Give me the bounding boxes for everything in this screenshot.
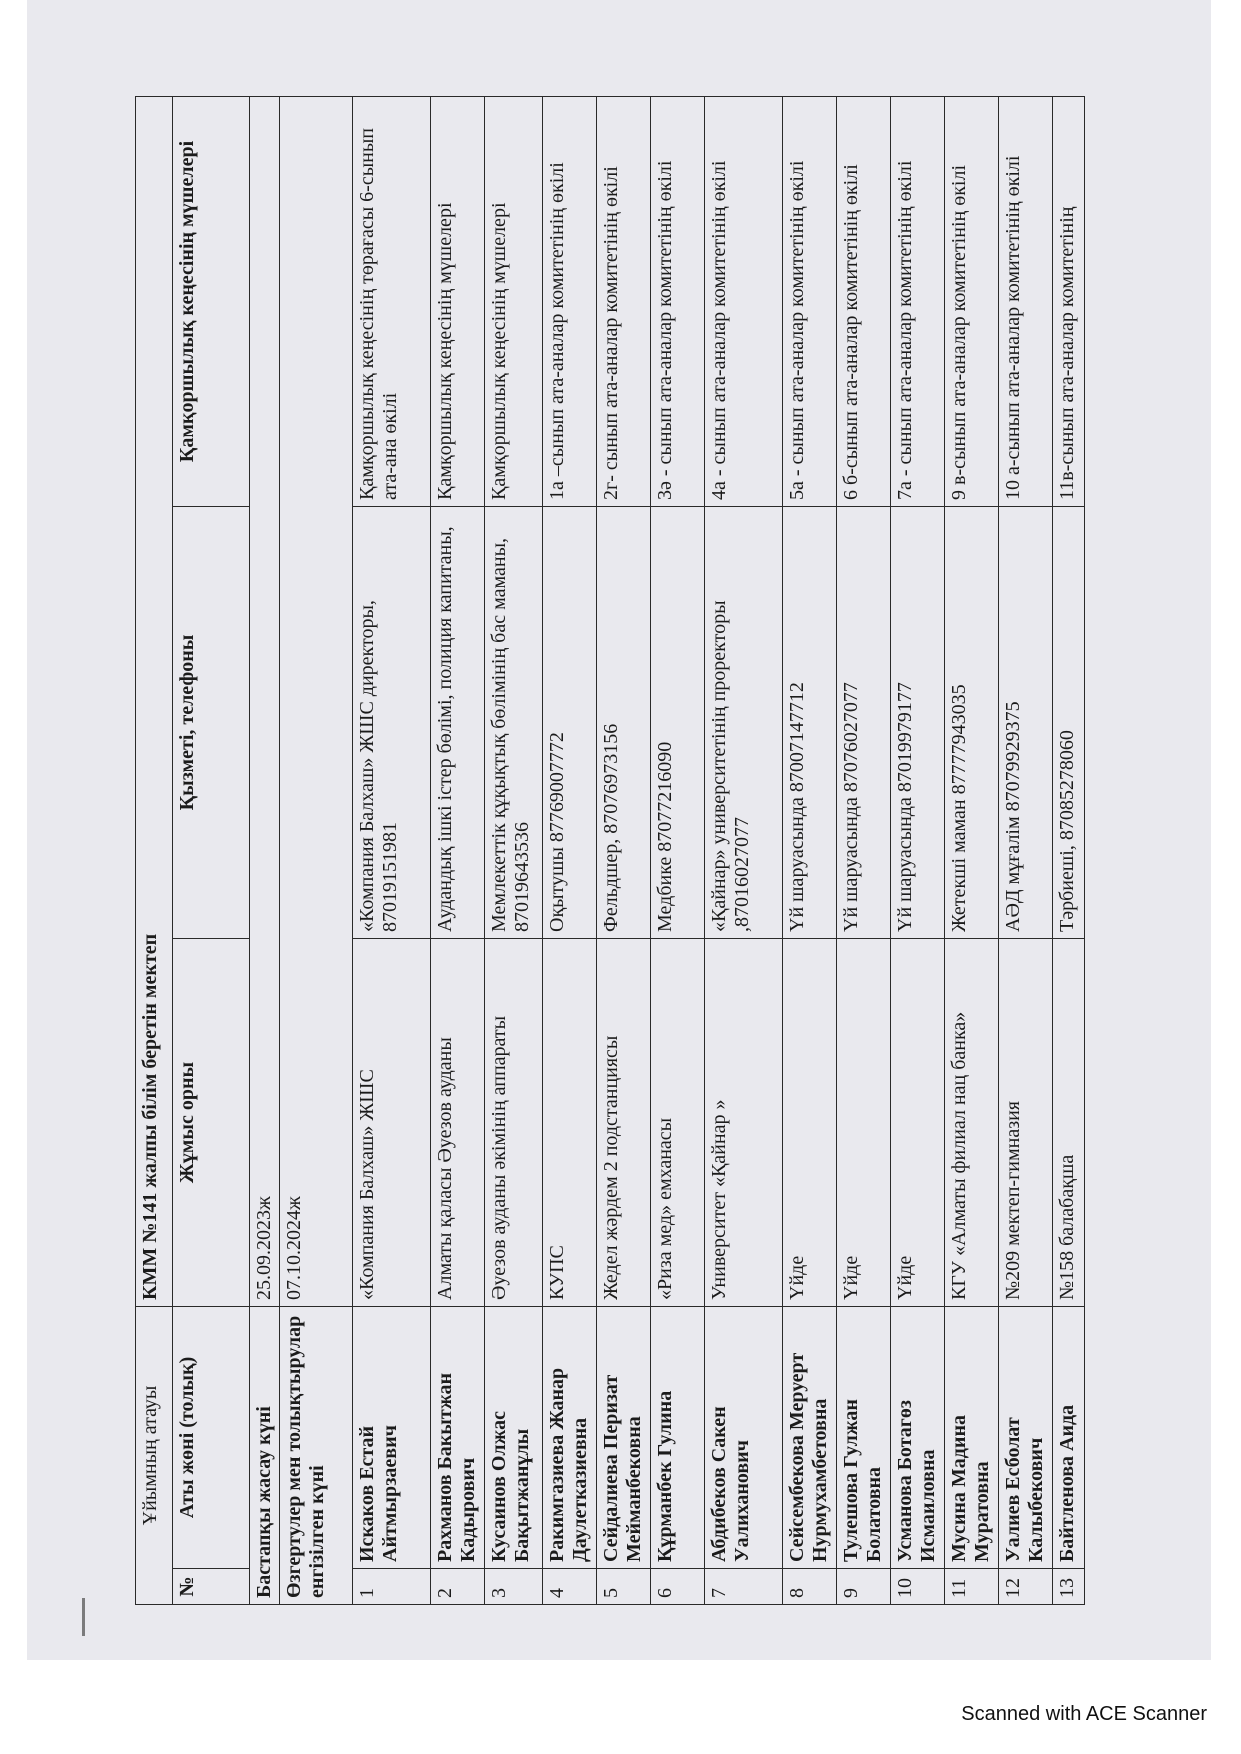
row-num: 3 [485,1569,543,1605]
changes-row [280,96,353,1604]
member-name: Абдибеков Сакен Уалиханович [705,1306,783,1568]
position-phone: Аудандық ішкі істер бөлімі, полиция капитаны, [431,506,485,938]
header-position: Қызметі, телефоны [173,506,250,938]
council-role: 2г- сынып ата-аналар комитетінің өкілі [597,96,651,506]
header-role: Қамқоршылық кеңесінің мүшелері [173,96,250,506]
row-num: 2 [431,1569,485,1605]
created-date: 25.09.2023ж [250,96,280,1306]
created-row [250,96,280,1604]
row-num: 6 [651,1569,705,1605]
header-row [173,96,250,1604]
position-phone: Медбике 87077216090 [651,506,705,938]
table-row [597,96,651,1604]
position-phone: АӘД мұғалім 87079929375 [999,506,1053,938]
member-name: Құрманбек Гулина [651,1306,705,1568]
table-row [353,96,431,1604]
council-members-table [135,96,1085,1605]
council-role: 5а - сынып ата-аналар комитетінің өкілі [783,96,837,506]
row-num: 11 [945,1569,999,1605]
work-place: КУПС [543,938,597,1306]
table-row [891,96,945,1604]
council-role: 1а –сынып ата-аналар комитетінің өкілі [543,96,597,506]
member-name: Уалиев Есболат Калыбекович [999,1306,1053,1568]
table-row [431,96,485,1604]
member-name: Сейдалиева Перизат Мейманбековна [597,1306,651,1568]
council-role: 9 в-сынып ата-аналар комитетінің өкілі [945,96,999,506]
header-name: Аты жөні (толық) [173,1306,250,1568]
position-phone: Оқытушы 87769007772 [543,506,597,938]
row-num: 7 [705,1569,783,1605]
table-row [543,96,597,1604]
member-name: Сейсембекова Меруерт Нурмухамбетовна [783,1306,837,1568]
position-phone: Үй шаруасында 87019979177 [891,506,945,938]
created-label: Бастапқы жасау күні [250,1306,280,1604]
changes-label: Өзгертулер мен толықтырулар енгізілген күні [280,1306,353,1604]
work-place: Әуезов ауданы әкімінің аппараты [485,938,543,1306]
council-role: Қамқоршылық кеңесінің мүшелері [485,96,543,506]
table-row [999,96,1053,1604]
work-place: Университет «Қайнар » [705,938,783,1306]
council-role: 4а - сынып ата-аналар комитетінің өкілі [705,96,783,506]
council-role: 3ә - сынып ата-аналар комитетінің өкілі [651,96,705,506]
council-role: 10 а-сынып ата-аналар комитетінің өкілі [999,96,1053,506]
table-row [1053,96,1085,1604]
position-phone: «Қайнар» университетінің проректоры ,87016027077 [705,506,783,938]
council-role: 6 б-сынып ата-аналар комитетінің өкілі [837,96,891,506]
council-role: Қамқоршылық кеңесінің төрағасы 6-сынып ата-ана өкілі [353,96,431,506]
work-place: Үйде [783,938,837,1306]
row-num: 5 [597,1569,651,1605]
position-phone: «Компания Балхаш» ЖШС директоры, 87019151981 [353,506,431,938]
member-name: Рахманов Бакытжан Кадырович [431,1306,485,1568]
table-body [136,96,1085,1604]
position-phone: Мемлекеттік құқықтық бөлімінің бас маманы, 87019643536 [485,506,543,938]
member-name: Мусина Мадина Муратовна [945,1306,999,1568]
work-place: «Риза мед» емханасы [651,938,705,1306]
scanner-watermark: Scanned with ACE Scanner [961,1703,1207,1725]
table-row [837,96,891,1604]
member-name: Усманова Ботагөз Исмаиловна [891,1306,945,1568]
changes-date: 07.10.2024ж [280,96,353,1306]
work-place: Алматы қаласы Әуезов ауданы [431,938,485,1306]
work-place: КГУ «Алматы филиал нац банка» [945,938,999,1306]
scan-mark [82,1598,85,1636]
member-name: Тулешова Гулжан Болатовна [837,1306,891,1568]
row-num: 12 [999,1569,1053,1605]
work-place: Үйде [837,938,891,1306]
header-num: № [173,1569,250,1605]
row-num: 1 [353,1569,431,1605]
work-place: №158 балабақша [1053,938,1085,1306]
work-place: Жедел жәрдем 2 подстанциясы [597,938,651,1306]
council-role: Қамқоршылық кеңесінің мүшелері [431,96,485,506]
row-num: 13 [1053,1569,1085,1605]
table-row [783,96,837,1604]
work-place: №209 мектеп-гимназия [999,938,1053,1306]
org-name: КММ №141 жалпы білім беретін мектеп [136,96,173,1306]
header-work: Жұмыс орны [173,938,250,1306]
row-num: 9 [837,1569,891,1605]
position-phone: Үй шаруасында 87007147712 [783,506,837,938]
row-num: 10 [891,1569,945,1605]
work-place: Үйде [891,938,945,1306]
position-phone: Үй шаруасында 87076027077 [837,506,891,938]
table-row [705,96,783,1604]
row-num: 8 [783,1569,837,1605]
council-role: 11в-сынып ата-аналар комитетінің [1053,96,1085,506]
rotated-document [135,97,1105,1605]
org-label: Ұйымның атауы [136,1306,173,1604]
member-name: Кусаинов Олжас Бақытжанұлы [485,1306,543,1568]
position-phone: Жетекші маман 87777943035 [945,506,999,938]
org-row [136,96,173,1604]
work-place: «Компания Балхаш» ЖШС [353,938,431,1306]
council-role: 7а - сынып ата-аналар комитетінің өкілі [891,96,945,506]
position-phone: Тәрбиеші, 87085278060 [1053,506,1085,938]
position-phone: Фельдшер, 87076973156 [597,506,651,938]
table-row [945,96,999,1604]
member-name: Искаков Естай Айтмырзаевич [353,1306,431,1568]
table-row [651,96,705,1604]
member-name: Байтленова Аида [1053,1306,1085,1568]
row-num: 4 [543,1569,597,1605]
member-name: Ракимгазиева Жанар Даулетказиевна [543,1306,597,1568]
table-row [485,96,543,1604]
